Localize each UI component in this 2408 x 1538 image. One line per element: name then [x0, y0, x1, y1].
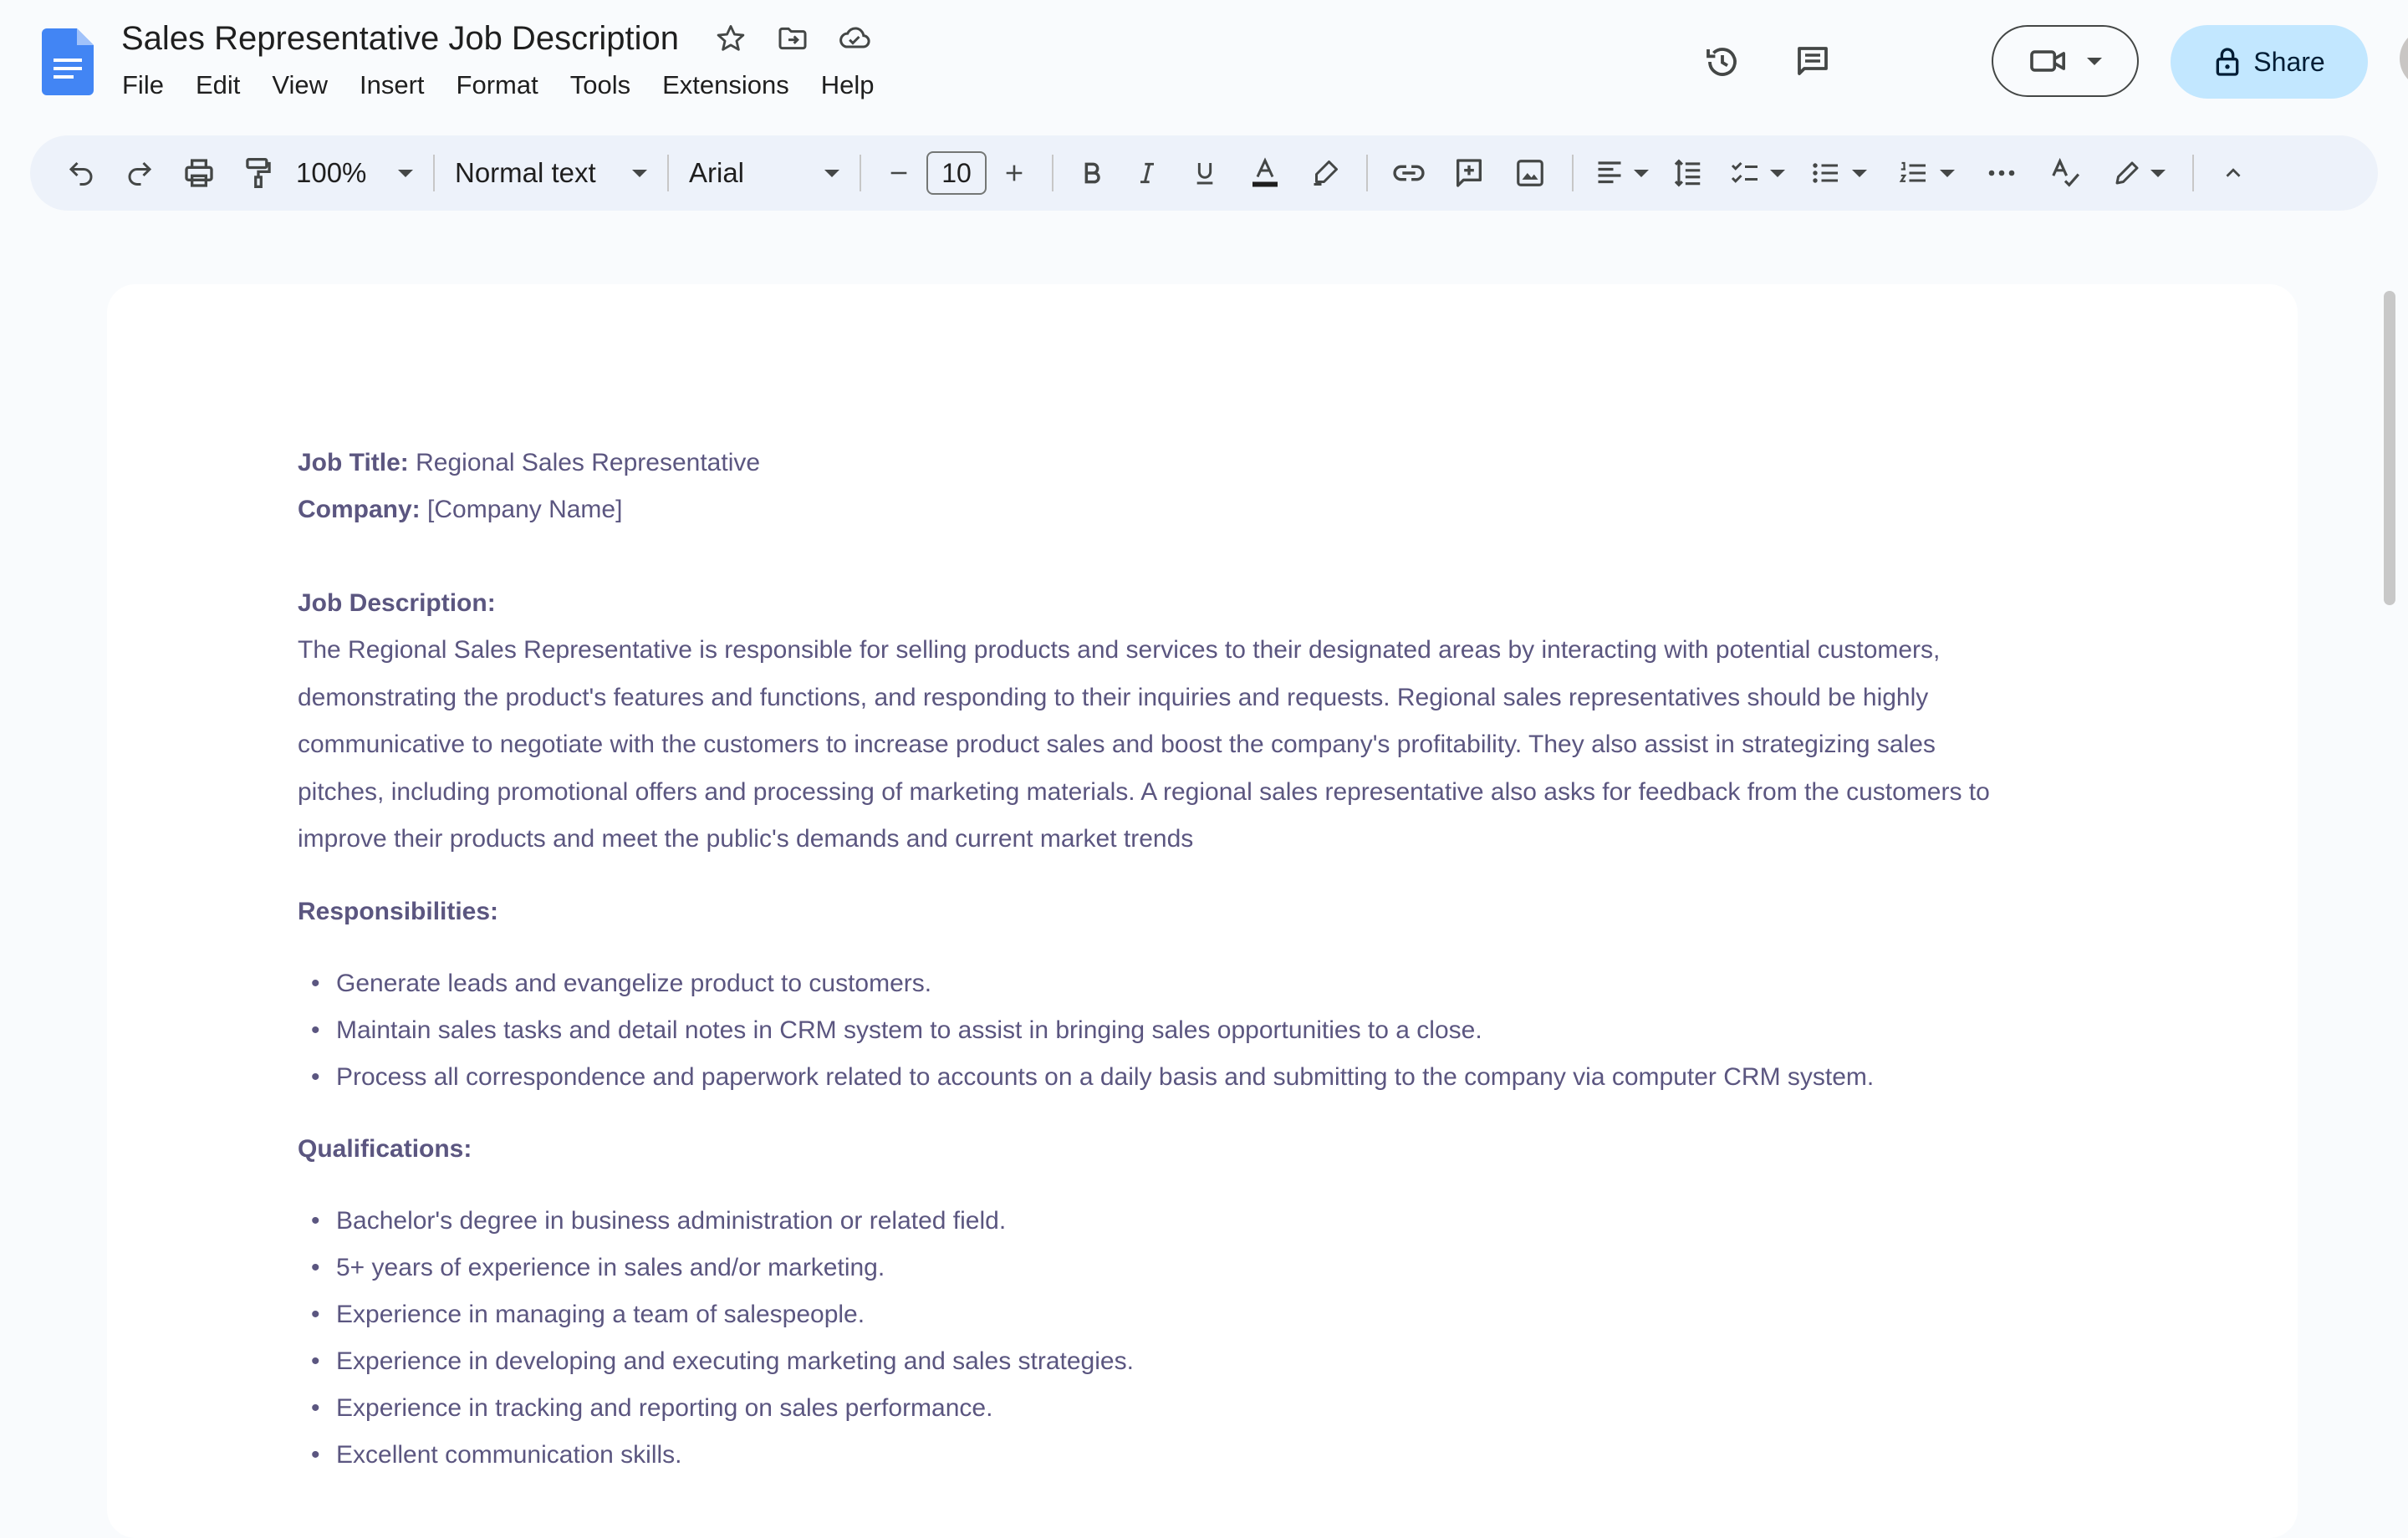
company-value: [Company Name]: [420, 496, 623, 523]
underline-button[interactable]: [1176, 147, 1234, 199]
toolbar-divider: [1052, 155, 1054, 191]
share-label: Share: [2253, 46, 2325, 77]
chevron-up-icon: [2221, 160, 2246, 186]
paragraph-style-select[interactable]: [446, 147, 656, 199]
list-item: • Excellent communication skills.: [298, 1432, 2162, 1479]
bulleted-list-select[interactable]: [1794, 147, 1881, 199]
more-horizontal-icon: [1987, 168, 2017, 178]
description-line: demonstrating the product's features and functions, and responding to their inquiries and requests. Regional sales representatives should be highly: [298, 683, 1929, 711]
pencil-icon: [2112, 158, 2142, 188]
zoom-select[interactable]: [288, 147, 421, 199]
chevron-down-icon: [1770, 170, 1785, 177]
bold-icon: [1079, 159, 1105, 187]
highlighter-icon: [1310, 158, 1340, 188]
menu-edit[interactable]: Edit: [195, 70, 241, 99]
menu-insert[interactable]: Insert: [360, 70, 425, 99]
menu-view[interactable]: View: [272, 70, 329, 99]
description-line: improve their products and meet the public's demands and current market trends: [298, 825, 1194, 853]
font-size-field[interactable]: [925, 147, 988, 199]
print-button[interactable]: [169, 147, 229, 199]
add-comment-icon: [1452, 156, 1486, 190]
list-item: • Experience in developing and executing marketing and sales strategies.: [298, 1338, 2162, 1385]
chevron-down-icon: [2087, 58, 2102, 65]
menu-file[interactable]: File: [122, 70, 164, 99]
description-heading: Job Description:: [298, 589, 496, 617]
zoom-value: 100%: [296, 157, 367, 188]
chevron-down-icon: [1852, 170, 1867, 177]
paint-roller-icon: [243, 156, 273, 190]
checklist-select[interactable]: [1719, 147, 1794, 199]
numbered-list-icon: [1896, 158, 1930, 188]
bold-button[interactable]: [1065, 147, 1119, 199]
avatar[interactable]: [2400, 28, 2408, 89]
lock-icon: [2213, 45, 2242, 79]
highlight-color-button[interactable]: [1296, 147, 1354, 199]
increase-font-size-button[interactable]: [988, 147, 1040, 199]
vertical-scrollbar[interactable]: [2384, 291, 2395, 605]
chevron-down-icon: [398, 170, 413, 177]
history-icon: [1702, 42, 1742, 82]
header-actions: [1656, 23, 2408, 100]
comment-icon: [1793, 42, 1833, 82]
align-left-icon: [1594, 158, 1625, 188]
hide-menus-button[interactable]: [2206, 147, 2261, 199]
chevron-down-icon: [1940, 170, 1955, 177]
app-header: [0, 0, 2408, 125]
toolbar-divider: [2192, 155, 2194, 191]
paragraph-style-value: Normal text: [455, 157, 596, 188]
company-label: Company:: [298, 496, 421, 523]
description-paragraph: [298, 627, 2162, 863]
paint-format-button[interactable]: [229, 147, 288, 199]
spelling-check-button[interactable]: [2033, 147, 2097, 199]
redo-button[interactable]: [110, 147, 169, 199]
add-comment-button[interactable]: [1438, 147, 1500, 199]
checklist-icon: [1728, 158, 1762, 188]
chevron-down-icon: [824, 170, 839, 177]
formatting-toolbar: [30, 135, 2378, 211]
comments-button[interactable]: [1779, 28, 1846, 95]
image-icon: [1514, 157, 1546, 189]
italic-button[interactable]: [1119, 147, 1176, 199]
insert-link-button[interactable]: [1380, 147, 1438, 199]
insert-image-button[interactable]: [1500, 147, 1560, 199]
company-line: [298, 486, 2162, 533]
line-spacing-icon: [1671, 157, 1705, 189]
job-title-line: [298, 440, 2162, 486]
text-color-icon: [1250, 156, 1280, 190]
toolbar-divider: [860, 155, 861, 191]
qualifications-heading: Qualifications:: [298, 1134, 472, 1163]
version-history-button[interactable]: [1689, 28, 1756, 95]
chevron-down-icon: [1634, 170, 1649, 177]
cloud-status-icon[interactable]: [831, 15, 878, 62]
video-camera-icon: [2028, 44, 2069, 78]
move-folder-icon[interactable]: [769, 15, 816, 62]
job-title-label: Job Title:: [298, 449, 409, 476]
align-select[interactable]: [1585, 147, 1657, 199]
chevron-down-icon: [2150, 170, 2166, 177]
star-icon[interactable]: [707, 15, 754, 62]
bulleted-list-icon: [1809, 158, 1842, 188]
more-options-button[interactable]: [1970, 147, 2033, 199]
description-line: pitches, including promotional offers and processing of marketing materials. A regional sales representative also asks for feedback from the customers to: [298, 777, 1990, 806]
list-item: • Maintain sales tasks and detail notes in CRM system to assist in bringing sales opportunities to a close.: [298, 1007, 2162, 1054]
document-title[interactable]: Sales Representative Job Description: [121, 20, 680, 57]
decrease-font-size-button[interactable]: [873, 147, 925, 199]
font-family-value: Arial: [689, 157, 745, 188]
undo-icon: [66, 158, 96, 188]
toolbar-divider: [1366, 155, 1368, 191]
menu-tools[interactable]: Tools: [569, 70, 631, 99]
menu-format[interactable]: Format: [456, 70, 538, 99]
list-item: • Generate leads and evangelize product to customers.: [298, 960, 2162, 1007]
font-size-value[interactable]: 10: [926, 151, 987, 195]
list-item: • Experience in tracking and reporting on sales performance.: [298, 1385, 2162, 1432]
menu-bar: [122, 65, 906, 105]
document-body[interactable]: [298, 440, 2162, 1479]
list-item: • Process all correspondence and paperwork related to accounts on a daily basis and submitting to the company via computer CRM system.: [298, 1054, 2162, 1101]
editing-mode-select[interactable]: [2097, 147, 2181, 199]
toolbar-divider: [667, 155, 669, 191]
description-line: communicative to negotiate with the customers to increase product sales and boost the company's profitability. They also assist in strategizing sales: [298, 731, 1936, 758]
menu-help[interactable]: Help: [820, 70, 875, 99]
responsibilities-heading: Responsibilities:: [298, 897, 499, 925]
menu-extensions[interactable]: Extensions: [662, 70, 789, 99]
numbered-list-select[interactable]: [1881, 147, 1970, 199]
responsibilities-list: [298, 960, 2162, 1101]
underline-icon: [1191, 158, 1218, 188]
share-button[interactable]: [2171, 25, 2368, 99]
spellcheck-icon: [2048, 157, 2082, 189]
docs-logo-icon[interactable]: [42, 28, 94, 95]
job-title-value: Regional Sales Representative: [408, 449, 761, 476]
toolbar-divider: [433, 155, 435, 191]
font-family-select[interactable]: [681, 147, 848, 199]
text-color-button[interactable]: [1234, 147, 1296, 199]
plus-icon: [1002, 161, 1026, 185]
line-spacing-button[interactable]: [1657, 147, 1719, 199]
description-line: The Regional Sales Representative is responsible for selling products and services to their designated areas by interacting with potential customers,: [298, 636, 1941, 664]
printer-icon: [182, 156, 216, 190]
list-item: • Experience in managing a team of salespeople.: [298, 1291, 2162, 1338]
toolbar-divider: [1572, 155, 1574, 191]
minus-icon: [887, 161, 911, 185]
chevron-down-icon: [632, 170, 647, 177]
qualifications-list: [298, 1198, 2162, 1479]
meet-button[interactable]: [1992, 25, 2139, 97]
document-page[interactable]: [107, 284, 2298, 1538]
link-icon: [1392, 159, 1426, 187]
list-item: • 5+ years of experience in sales and/or marketing.: [298, 1245, 2162, 1291]
undo-button[interactable]: [52, 147, 110, 199]
italic-icon: [1134, 159, 1161, 187]
redo-icon: [125, 158, 155, 188]
list-item: • Bachelor's degree in business administration or related field.: [298, 1198, 2162, 1245]
